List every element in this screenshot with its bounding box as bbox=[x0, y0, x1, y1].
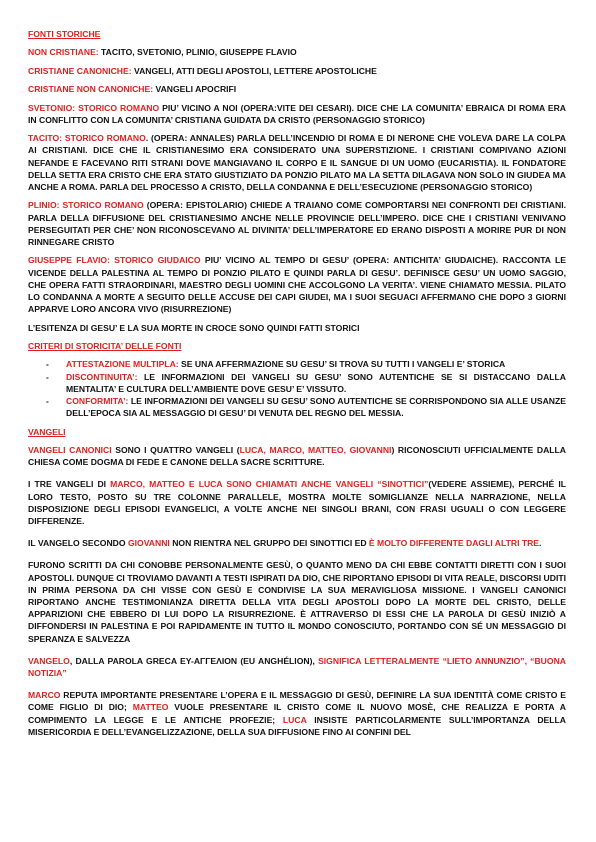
criteri-list bbox=[28, 358, 566, 419]
fonti-non-cristiane bbox=[28, 46, 566, 58]
giovanni-highlight: È MOLTO DIFFERENTE DAGLI ALTRI TRE bbox=[368, 538, 540, 549]
list-dash: - bbox=[46, 371, 49, 382]
tacito-paragraph bbox=[28, 132, 566, 193]
flavio-label: GIUSEPPE FLAVIO: STORICO GIUDAICO bbox=[28, 255, 201, 266]
marco-text: REPUTA IMPORTANTE PRESENTARE L’OPERA E IL MESSAGGIO DI GESÙ, DEFINIRE LA SUA IDENTITÀ COME CRISTO E COME FIGLIO DI DIO; bbox=[28, 690, 566, 713]
matteo-text: VUOLE PRESENTARE IL CRISTO COME IL NUOVO MOSÈ, CHE REALIZZA E PORTA A COMPIMENTO LA LEGGE E LE ANTICHE PROFEZIE; bbox=[28, 702, 566, 725]
fonti-non-canoniche-text: VANGELI APOCRIFI bbox=[153, 84, 237, 95]
list-dash: - bbox=[46, 359, 49, 370]
luca-text: INSISTE PARTICOLARMENTE SULL’IMPORTANZA DELLA MISERICORDIA E DELL’EVANGELIZZAZIONE, DELLA SUA DIFFUSIONE FINO AI CONFINI DEL bbox=[28, 714, 566, 737]
criteri-item-label: DISCONTINUITA’: bbox=[66, 371, 138, 382]
matteo-name: MATTEO bbox=[132, 702, 169, 713]
fonti-canoniche-label: CRISTIANE CANONICHE: bbox=[28, 65, 132, 76]
vangeli-canonici-label: VANGELI CANONICI bbox=[28, 444, 112, 455]
list-dash: - bbox=[46, 395, 49, 406]
criteri-heading: CRITERI DI STORICITA’ DELLE FONTI bbox=[28, 340, 182, 351]
plinio-paragraph bbox=[28, 199, 566, 248]
vangeli-canonici-text: ) RICONOSCIUTI UFFICIALMENTE DALLA CHIESA COME DOGMA DI FEDE E CANONE DELLA SACRE SCRITTURE. bbox=[28, 444, 567, 468]
etimologia-highlight: SIGNIFICA LETTERALMENTE “LIETO ANNUNZIO”, “BUONA NOTIZIA” bbox=[28, 655, 566, 678]
giovanni-text: NON RIENTRA NEL GRUPPO DEI SINOTTICI ED bbox=[169, 538, 369, 549]
sinottici-paragraph bbox=[28, 478, 566, 527]
vangeli-heading: VANGELI bbox=[28, 426, 66, 437]
criteri-item bbox=[28, 358, 566, 370]
sinottici-text: (VEDERE ASSIEME), PERCHÉ IL LORO TESTO, POSTO SU TRE COLONNE PARALLELE, MOSTRA MOLTE SOMIGLIANZE NELLA NARRAZIONE, NELLA DISPOSIZIONE DEGLI EPISODI EVANGELICI, A VOLTE ANCHE NEI SINGOLI BRANI, CON FRASI UGUALI O CON LEGGERE DIFFERENZE. bbox=[28, 479, 566, 526]
giovanni-text: . bbox=[539, 538, 542, 549]
flavio-paragraph bbox=[28, 254, 566, 315]
fonti-canoniche bbox=[28, 65, 566, 77]
marco-name: MARCO bbox=[28, 690, 61, 701]
fonti-non-cristiane-label: NON CRISTIANE: bbox=[28, 47, 99, 58]
criteri-item-label: CONFORMITA’: bbox=[66, 395, 129, 406]
sinottici-highlight: MARCO, MATTEO E LUCA SONO CHIAMATI ANCHE VANGELI “SINOTTICI” bbox=[110, 479, 429, 490]
fonti-non-canoniche bbox=[28, 83, 566, 95]
plinio-text: (OPERA: EPISTOLARIO) CHIEDE A TRAIANO COME COMPORTARSI NEI CONFRONTI DEI CRISTIANI. PARLA DELLA DIFFUSIONE DEL CRISTIANESIMO ANCHE NELLE PROVINCIE DELL’IMPERO. DICE CHE I CRISTIANI VENIVANO PERSEGUITATI PER CHE’ NON RICONOSCEVANO AL DIVINITA’ DELL’IMPERATORE ED ERANO DISPOSTI A MORIRE PUR DI NON RINNEGARE CRISTO bbox=[28, 200, 566, 247]
sinottici-text: I TRE VANGELI DI bbox=[28, 479, 111, 490]
svetonio-text: PIU’ VICINO A NOI (OPERA:VITE DEI CESARI). DICE CHE LA COMUNITA’ EBRAICA DI ROMA ERA IN CONFLITTO CON LA COMUNITA’ CRISTIANA GUIDATA DA CRISTO (PERSONAGGIO STORICO) bbox=[28, 102, 567, 125]
criteri-item bbox=[28, 395, 566, 419]
flavio-text: PIU’ VICINO AL TEMPO DI GESU’ (OPERA: ANTICHITA’ GIUDAICHE). RACCONTA LE VICENDE DELLA PALESTINA AL TEMPO DI PONZIO PILATO E QUINDI PARLA DI GESU’. DEFINISCE GESU’ UN UOMO SAGGIO, CHE OPERA FATTI STRAORDINARI, MAESTRO DEGLI UOMINI CHE ACCOLGONO LA VERITA’. VIENE CHIAMATO MESSIA. PILATO LO CONDANNA A MORTE A SEGUITO DELLE ACCUSE DEI CAPI GIUDEI, MA I SUOI SEGUACI AFFERMANO CHE DOPO 3 GIORNI APPARVE LORO ANCORA VIVO (RISURREZIONE) bbox=[28, 255, 566, 315]
fonti-non-cristiane-text: TACITO, SVETONIO, PLINIO, GIUSEPPE FLAVIO bbox=[98, 47, 297, 58]
esistenza-paragraph: L’ESITENZA DI GESU’ E LA SUA MORTE IN CROCE SONO QUINDI FATTI STORICI bbox=[28, 322, 360, 333]
criteri-item-text: SE UNA AFFERMAZIONE SU GESU’ SI TROVA SU TUTTI I VANGELI E’ STORICA bbox=[178, 359, 506, 370]
vangeli-canonici-paragraph bbox=[28, 444, 566, 468]
tacito-text: . (OPERA: ANNALES) PARLA DELL’INCENDIO DI ROMA E DI NERONE CHE VOLEVA DARE LA COLPA AI CRISTIANI. DICE CHE IL CRISTIANESIMO ERA CONSIDERATO UNA SUPERSTIZIONE. I CRISTIANI COMPIVANO AZIONI NEFANDE E FACEVANO RITI STRANI DOVE MANGIAVANO IL CORPO E IL SANGUE DI UN UOMO (EUCARISTIA). IL FONDATORE DELLA SETTA ERA CRISTO CHE ERA STATO GIUSTIZIATO DA PONZIO PILATO MA LA SETTA DILAGAVA NON SOLO IN GIUDEA MA ANCHE A ROMA. PARLA DEL PROCESSO A CRISTO, DELLA CONDANNA E DELL’ESECUZIONE (PERSONAGGIO STORICO) bbox=[28, 133, 567, 192]
tacito-label: TACITO: STORICO ROMANO bbox=[28, 133, 146, 144]
fonti-heading: FONTI STORICHE bbox=[28, 29, 101, 39]
vangeli-canonici-names: LUCA, MARCO, MATTEO, GIOVANNI bbox=[239, 444, 392, 455]
vangeli-canonici-text: SONO I QUATTRO VANGELI ( bbox=[111, 444, 240, 455]
etimologia-text: , DALLA PAROLA GRECA ΕΥ-ΑΓΓΕΛΙΟΝ (EU ANGHÉLION), bbox=[69, 655, 319, 666]
scritti-paragraph: FURONO SCRITTI DA CHI CONOBBE PERSONALMENTE GESÙ, O QUANTO MENO DA CHI EBBE CONTATTI DIRETTI CON I SUOI APOSTOLI. DUNQUE CI TROVIAMO DAVANTI A TESTI ISPIRATI DA DIO, CHE RIPORTANO EPISODI DI VITA REALE, DISCORSI UDITI IN PRIMA PERSONA DA CHI VISSE CON GESÙ E CONDIVISE LA SUA MERAVIGLIOSA MISSIONE. I VANGELI CANONICI RIPORTANO ANCHE TESTIMONIANZA DIRETTA DELLA VITA DEGLI APOSTOLI DOPO LA MORTE DEL CRISTO, DELLE APPARIZIONI CHE EBBERO DI LUI DOPO LA RISURREZIONE. È ATTRAVERSO DI ESSI CHE LA PAROLA DI GESÙ INIZIÒ A DIFFONDERSI IN PALESTINA E POI RAPIDAMENTE IN TUTTO IL MONDO CONOSCIUTO, PORTANDO CON SÉ UN MESSAGGIO DI SPERANZA E SALVEZZA bbox=[28, 560, 566, 644]
evangelisti-paragraph bbox=[28, 689, 566, 738]
criteri-item-text: LE INFORMAZIONI DEI VANGELI SU GESU’ SONO AUTENTICHE SE SI DISTACCANO DALLA MENTALITA’ E CULTURA DELL’AMBIENTE DOVE GESU’ E’ VISSUTO. bbox=[66, 371, 566, 394]
svetonio-label: SVETONIO: STORICO ROMANO bbox=[28, 102, 160, 113]
fonti-non-canoniche-label: CRISTIANE NON CANONICHE: bbox=[28, 84, 154, 95]
giovanni-highlight: GIOVANNI bbox=[127, 538, 170, 549]
luca-name: LUCA bbox=[282, 714, 307, 725]
etimologia-highlight: VANGELO bbox=[28, 655, 70, 666]
criteri-item bbox=[28, 371, 566, 395]
fonti-canoniche-text: VANGELI, ATTI DEGLI APOSTOLI, LETTERE APOSTOLICHE bbox=[131, 65, 377, 76]
plinio-label: PLINIO: STORICO ROMANO bbox=[28, 200, 144, 211]
giovanni-text: IL VANGELO SECONDO bbox=[28, 538, 128, 549]
criteri-item-text: LE INFORMAZIONI DEI VANGELI SU GESU’ SONO AUTENTICHE SE CORRISPONDONO SIA ALLE USANZE DELL’EPOCA SIA AL MESSAGGIO DI GESU’ DI VENUTA DEL REGNO DEL MESSIA. bbox=[66, 395, 566, 419]
etimologia-paragraph bbox=[28, 655, 566, 679]
criteri-item-label: ATTESTAZIONE MULTIPLA: bbox=[66, 359, 179, 370]
giovanni-paragraph bbox=[28, 537, 566, 549]
svetonio-paragraph bbox=[28, 102, 566, 126]
document-page bbox=[28, 28, 566, 744]
